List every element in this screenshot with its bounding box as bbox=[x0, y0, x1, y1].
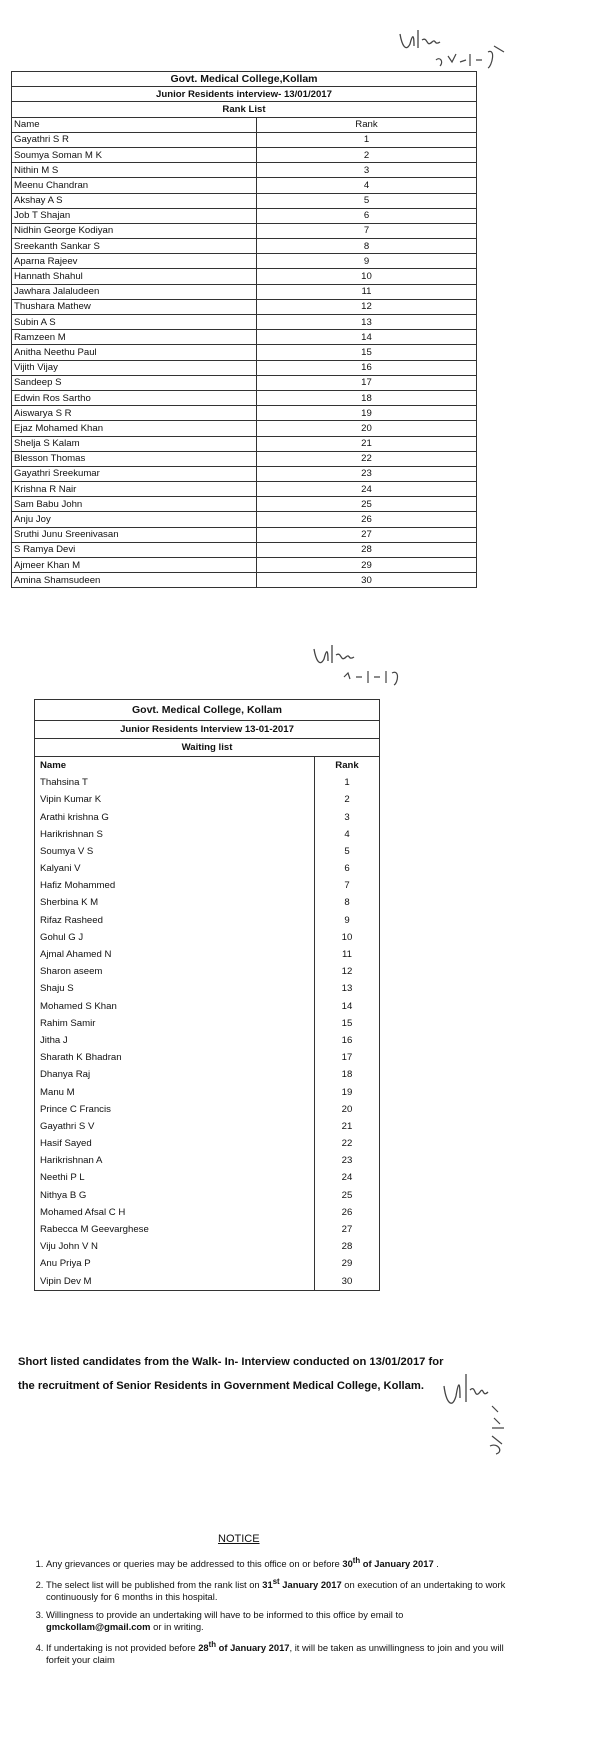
candidate-name: Sharath K Bhadran bbox=[35, 1050, 315, 1067]
candidate-name: Shelja S Kalam bbox=[12, 436, 257, 451]
candidate-rank: 19 bbox=[257, 406, 477, 421]
candidate-name: Krishna R Nair bbox=[12, 482, 257, 497]
notice-text: The select list will be published from the rank list on bbox=[46, 1578, 263, 1590]
table-row bbox=[35, 1204, 380, 1221]
table-row bbox=[12, 527, 477, 542]
candidate-rank: 13 bbox=[315, 981, 380, 998]
table-row bbox=[35, 826, 380, 843]
candidate-name: Gayathri Sreekumar bbox=[12, 466, 257, 481]
table-row bbox=[12, 451, 477, 466]
table-row bbox=[12, 193, 477, 208]
notice-item bbox=[46, 1639, 506, 1667]
candidate-rank: 12 bbox=[257, 299, 477, 314]
notice-sup: th bbox=[208, 1639, 217, 1649]
table-row bbox=[35, 1273, 380, 1291]
table-row bbox=[12, 269, 477, 284]
candidate-rank: 28 bbox=[257, 542, 477, 557]
candidate-name: Mohamed Afsal C H bbox=[35, 1204, 315, 1221]
candidate-rank: 8 bbox=[257, 239, 477, 254]
table-row bbox=[12, 482, 477, 497]
table-row bbox=[35, 998, 380, 1015]
candidate-name: Akshay A S bbox=[12, 193, 257, 208]
table-row bbox=[12, 512, 477, 527]
candidate-rank: 19 bbox=[315, 1084, 380, 1101]
table-row bbox=[35, 929, 380, 946]
signature-2 bbox=[310, 643, 420, 689]
rank-list-subtitle: Junior Residents interview- 13/01/2017 bbox=[12, 87, 477, 102]
candidate-name: Vipin Dev M bbox=[35, 1273, 315, 1291]
notice-bold: of January 2017 bbox=[216, 1641, 290, 1653]
candidate-name: Aparna Rajeev bbox=[12, 254, 257, 269]
candidate-rank: 21 bbox=[257, 436, 477, 451]
notice-bold: 31 bbox=[262, 1578, 273, 1590]
table-row bbox=[12, 345, 477, 360]
table-row bbox=[12, 497, 477, 512]
table-row bbox=[12, 330, 477, 345]
rank-list-name: Rank List bbox=[12, 102, 477, 117]
candidate-name: Mohamed S Khan bbox=[35, 998, 315, 1015]
notice-sup: th bbox=[352, 1556, 361, 1565]
candidate-name: Anju Joy bbox=[12, 512, 257, 527]
candidate-name: Sharon aseem bbox=[35, 964, 315, 981]
candidate-name: Hafiz Mohammed bbox=[35, 878, 315, 895]
candidate-rank: 27 bbox=[257, 527, 477, 542]
candidate-rank: 16 bbox=[257, 360, 477, 375]
candidate-rank: 10 bbox=[257, 269, 477, 284]
table-row bbox=[35, 1118, 380, 1135]
candidate-name: Vipin Kumar K bbox=[35, 792, 315, 809]
candidate-rank: 30 bbox=[257, 573, 477, 588]
candidate-name: Sam Babu John bbox=[12, 497, 257, 512]
col-rank-header: Rank bbox=[315, 757, 380, 775]
candidate-name: Kalyani V bbox=[35, 861, 315, 878]
candidate-rank: 23 bbox=[315, 1153, 380, 1170]
candidate-name: Rifaz Rasheed bbox=[35, 912, 315, 929]
candidate-rank: 23 bbox=[257, 466, 477, 481]
candidate-rank: 13 bbox=[257, 315, 477, 330]
table-row bbox=[35, 1239, 380, 1256]
notice-text: , it will be taken as unwillingness to join and you will forfeit your claim bbox=[46, 1641, 504, 1666]
candidate-rank: 2 bbox=[257, 147, 477, 162]
candidate-rank: 3 bbox=[257, 163, 477, 178]
candidate-rank: 30 bbox=[315, 1273, 380, 1291]
table-row bbox=[35, 1136, 380, 1153]
table-row bbox=[35, 1084, 380, 1101]
table-row bbox=[35, 1032, 380, 1049]
candidate-name: Anitha Neethu Paul bbox=[12, 345, 257, 360]
table-row bbox=[35, 1101, 380, 1118]
candidate-rank: 16 bbox=[315, 1032, 380, 1049]
candidate-rank: 11 bbox=[257, 284, 477, 299]
candidate-rank: 27 bbox=[315, 1221, 380, 1238]
candidate-name: Ajmeer Khan M bbox=[12, 558, 257, 573]
notice-text: or in writing. bbox=[150, 1621, 204, 1633]
table-row bbox=[35, 1256, 380, 1273]
notice-list bbox=[24, 1555, 506, 1672]
notice-text: Willingness to provide an undertaking will have to be informed to this office by email to bbox=[46, 1608, 404, 1620]
candidate-name: Gayathri S R bbox=[12, 132, 257, 147]
candidate-rank: 1 bbox=[257, 132, 477, 147]
waiting-list-title: Govt. Medical College, Kollam bbox=[35, 700, 380, 721]
candidate-name: Subin A S bbox=[12, 315, 257, 330]
table-row bbox=[12, 315, 477, 330]
col-name-header: Name bbox=[12, 117, 257, 132]
notice-bold: 28 bbox=[198, 1641, 209, 1653]
table-row bbox=[35, 964, 380, 981]
candidate-rank: 7 bbox=[315, 878, 380, 895]
rank-list-title: Govt. Medical College,Kollam bbox=[12, 72, 477, 87]
candidate-name: Sandeep S bbox=[12, 375, 257, 390]
table-row bbox=[35, 895, 380, 912]
candidate-name: Neethi P L bbox=[35, 1170, 315, 1187]
table-row bbox=[12, 284, 477, 299]
candidate-rank: 21 bbox=[315, 1118, 380, 1135]
table-row bbox=[12, 178, 477, 193]
waiting-list-subtitle: Junior Residents Interview 13-01-2017 bbox=[35, 721, 380, 739]
candidate-rank: 9 bbox=[315, 912, 380, 929]
candidate-name: Sherbina K M bbox=[35, 895, 315, 912]
rank-list-rows bbox=[12, 132, 477, 588]
candidate-rank: 14 bbox=[315, 998, 380, 1015]
candidate-name: Manu M bbox=[35, 1084, 315, 1101]
candidate-rank: 7 bbox=[257, 223, 477, 238]
candidate-name: Shaju S bbox=[35, 981, 315, 998]
table-row bbox=[12, 254, 477, 269]
candidate-name: Job T Shajan bbox=[12, 208, 257, 223]
candidate-name: Meenu Chandran bbox=[12, 178, 257, 193]
candidate-rank: 5 bbox=[315, 843, 380, 860]
table-row bbox=[12, 421, 477, 436]
notice-text: Any grievances or queries may be addressed to this office on or before bbox=[46, 1558, 343, 1570]
candidate-rank: 15 bbox=[257, 345, 477, 360]
candidate-name: Hannath Shahul bbox=[12, 269, 257, 284]
candidate-rank: 18 bbox=[257, 390, 477, 405]
table-row bbox=[35, 878, 380, 895]
notice-bold: gmckollam@gmail.com bbox=[46, 1621, 151, 1633]
candidate-name: Gayathri S V bbox=[35, 1118, 315, 1135]
candidate-rank: 9 bbox=[257, 254, 477, 269]
table-row bbox=[35, 946, 380, 963]
table-row bbox=[35, 1015, 380, 1032]
notice-text: If undertaking is not provided before bbox=[46, 1641, 199, 1653]
candidate-name: Ajmal Ahamed N bbox=[35, 946, 315, 963]
candidate-name: Dhanya Raj bbox=[35, 1067, 315, 1084]
table-row bbox=[35, 775, 380, 792]
candidate-rank: 14 bbox=[257, 330, 477, 345]
candidate-rank: 17 bbox=[257, 375, 477, 390]
table-row bbox=[12, 299, 477, 314]
table-row bbox=[35, 981, 380, 998]
candidate-rank: 15 bbox=[315, 1015, 380, 1032]
table-row bbox=[12, 360, 477, 375]
candidate-rank: 17 bbox=[315, 1050, 380, 1067]
candidate-name: Thushara Mathew bbox=[12, 299, 257, 314]
candidate-name: Harikrishnan A bbox=[35, 1153, 315, 1170]
candidate-name: Jawhara Jalaludeen bbox=[12, 284, 257, 299]
table-row bbox=[35, 861, 380, 878]
shortlist-heading: Short listed candidates from the Walk- In- Interview conducted on 13/01/2017 for the recruitment of Senior Residents in Government Medical College, Kollam. bbox=[18, 1356, 444, 1392]
candidate-rank: 10 bbox=[315, 929, 380, 946]
table-row bbox=[35, 843, 380, 860]
candidate-rank: 11 bbox=[315, 946, 380, 963]
candidate-name: Nidhin George Kodiyan bbox=[12, 223, 257, 238]
candidate-rank: 25 bbox=[315, 1187, 380, 1204]
candidate-name: Sruthi Junu Sreenivasan bbox=[12, 527, 257, 542]
candidate-rank: 2 bbox=[315, 792, 380, 809]
candidate-rank: 25 bbox=[257, 497, 477, 512]
table-row bbox=[12, 390, 477, 405]
candidate-name: Nithya B G bbox=[35, 1187, 315, 1204]
candidate-rank: 1 bbox=[315, 775, 380, 792]
table-row bbox=[35, 1221, 380, 1238]
candidate-name: Jitha J bbox=[35, 1032, 315, 1049]
table-row bbox=[12, 132, 477, 147]
candidate-name: Hasif Sayed bbox=[35, 1136, 315, 1153]
candidate-name: Vijith Vijay bbox=[12, 360, 257, 375]
table-row bbox=[12, 147, 477, 162]
candidate-rank: 8 bbox=[315, 895, 380, 912]
candidate-name: Ramzeen M bbox=[12, 330, 257, 345]
notice-item bbox=[46, 1576, 506, 1604]
table-row bbox=[12, 208, 477, 223]
table-row bbox=[12, 406, 477, 421]
candidate-name: Arathi krishna G bbox=[35, 809, 315, 826]
table-row bbox=[35, 1153, 380, 1170]
candidate-name: Sreekanth Sankar S bbox=[12, 239, 257, 254]
candidate-name: Thahsina T bbox=[35, 775, 315, 792]
table-row bbox=[35, 809, 380, 826]
table-row bbox=[12, 542, 477, 557]
rank-list-table bbox=[11, 71, 477, 588]
candidate-name: Amina Shamsudeen bbox=[12, 573, 257, 588]
table-row bbox=[12, 375, 477, 390]
candidate-rank: 29 bbox=[315, 1256, 380, 1273]
table-row bbox=[35, 912, 380, 929]
candidate-rank: 4 bbox=[257, 178, 477, 193]
table-row bbox=[12, 163, 477, 178]
signature-svg bbox=[310, 643, 420, 689]
notice-item bbox=[46, 1609, 506, 1634]
candidate-name: Soumya V S bbox=[35, 843, 315, 860]
table-row bbox=[12, 573, 477, 588]
notice-text: . bbox=[433, 1558, 439, 1570]
candidate-name: Soumya Soman M K bbox=[12, 147, 257, 162]
candidate-name: Nithin M S bbox=[12, 163, 257, 178]
candidate-name: S Ramya Devi bbox=[12, 542, 257, 557]
candidate-rank: 28 bbox=[315, 1239, 380, 1256]
col-rank-header: Rank bbox=[257, 117, 477, 132]
candidate-name: Anu Priya P bbox=[35, 1256, 315, 1273]
candidate-name: Rahim Samir bbox=[35, 1015, 315, 1032]
table-row bbox=[35, 1050, 380, 1067]
candidate-rank: 4 bbox=[315, 826, 380, 843]
candidate-name: Viju John V N bbox=[35, 1239, 315, 1256]
waiting-list-table bbox=[34, 699, 380, 1291]
waiting-list-name: Waiting list bbox=[35, 739, 380, 757]
notice-title: NOTICE bbox=[218, 1533, 260, 1545]
waiting-list-rows bbox=[35, 775, 380, 1291]
notice-bold: 30 bbox=[342, 1558, 353, 1570]
candidate-rank: 3 bbox=[315, 809, 380, 826]
notice-text: on execution of an undertaking to work continuously for 6 months in this hospital. bbox=[46, 1578, 506, 1603]
table-row bbox=[12, 558, 477, 573]
candidate-rank: 18 bbox=[315, 1067, 380, 1084]
candidate-name: Prince C Francis bbox=[35, 1101, 315, 1118]
candidate-name: Ejaz Mohamed Khan bbox=[12, 421, 257, 436]
candidate-name: Rabecca M Geevarghese bbox=[35, 1221, 315, 1238]
candidate-rank: 6 bbox=[315, 861, 380, 878]
notice-bold: January 2017 bbox=[279, 1578, 342, 1590]
table-row bbox=[12, 436, 477, 451]
candidate-name: Gohul G J bbox=[35, 929, 315, 946]
table-row bbox=[35, 792, 380, 809]
candidate-rank: 20 bbox=[257, 421, 477, 436]
candidate-name: Blesson Thomas bbox=[12, 451, 257, 466]
candidate-rank: 26 bbox=[315, 1204, 380, 1221]
table-row bbox=[12, 239, 477, 254]
candidate-rank: 24 bbox=[257, 482, 477, 497]
notice-item bbox=[46, 1555, 506, 1571]
candidate-rank: 6 bbox=[257, 208, 477, 223]
candidate-rank: 29 bbox=[257, 558, 477, 573]
table-row bbox=[35, 1170, 380, 1187]
col-name-header: Name bbox=[35, 757, 315, 775]
candidate-rank: 22 bbox=[257, 451, 477, 466]
signature-svg bbox=[396, 26, 516, 72]
signature-1 bbox=[396, 26, 516, 72]
candidate-rank: 26 bbox=[257, 512, 477, 527]
table-row bbox=[35, 1067, 380, 1084]
table-row bbox=[12, 466, 477, 481]
table-row bbox=[12, 223, 477, 238]
candidate-rank: 24 bbox=[315, 1170, 380, 1187]
candidate-name: Aiswarya S R bbox=[12, 406, 257, 421]
candidate-rank: 22 bbox=[315, 1136, 380, 1153]
candidate-rank: 20 bbox=[315, 1101, 380, 1118]
candidate-name: Harikrishnan S bbox=[35, 826, 315, 843]
notice-bold: of January 2017 bbox=[360, 1558, 434, 1570]
candidate-rank: 12 bbox=[315, 964, 380, 981]
table-row bbox=[35, 1187, 380, 1204]
candidate-rank: 5 bbox=[257, 193, 477, 208]
candidate-name: Edwin Ros Sartho bbox=[12, 390, 257, 405]
notice-sup: st bbox=[272, 1576, 280, 1586]
